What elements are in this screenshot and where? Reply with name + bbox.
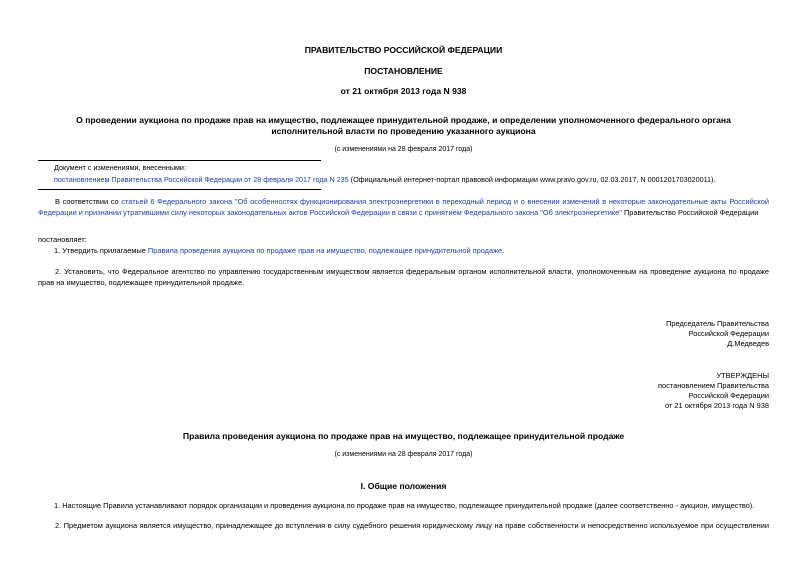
amendment-note: (с изменениями на 28 февраля 2017 года): [334, 146, 473, 153]
decrees-word: постановляет:: [38, 235, 87, 244]
item-1-prefix: 1. Утвердить прилагаемые: [54, 246, 148, 255]
rule-2: 2. Предметом аукциона является имущество, принадлежащее до вступления в силу судебного решения юридическому лицу на праве собственности и непосредственно используемое при осуществлении: [55, 521, 769, 530]
rules-link[interactable]: Правила проведения аукциона по продаже прав на имущество, подлежащее принудительной продаже: [147, 246, 503, 255]
preamble-paragraph: [38, 197, 769, 218]
signature-title-line1: Председатель Правительства: [666, 319, 769, 328]
government-heading: ПРАВИТЕЛЬСТВО РОССИЙСКОЙ ФЕДЕРАЦИИ: [304, 45, 503, 55]
signatory-name: Д.Медведев: [727, 339, 769, 348]
preamble-suffix: Правительство Российской Федерации: [621, 207, 759, 217]
changes-bottom-rule: [38, 189, 321, 190]
document-date-number: от 21 октября 2013 года N 938: [340, 86, 467, 96]
changes-line: [54, 175, 715, 184]
preamble-prefix: В соответствии со: [55, 197, 122, 206]
item-1-suffix: .: [502, 246, 505, 255]
rule-1: 1. Настоящие Правила устанавливают порядок организации и проведения аукциона по продаже прав на имущество, подлежащее принудительной продаже (далее соответственно - аукцион, имущество).: [54, 501, 755, 510]
approved-stamp-line4: от 21 октября 2013 года N 938: [665, 401, 769, 410]
rules-title: Правила проведения аукциона по продаже прав на имущество, подлежащее принудительной продаже: [182, 431, 625, 441]
document-type-heading: ПОСТАНОВЛЕНИЕ: [364, 66, 443, 76]
changes-top-rule: [38, 160, 321, 161]
approved-stamp-line2: постановлением Правительства: [658, 381, 769, 390]
changes-label: Документ с изменениями, внесенными:: [54, 163, 186, 172]
item-2: 2. Установить, что Федеральное агентство по управлению государственным имуществом является федеральным органом исполнительной власти, уполномоченным на проведение аукциона по продаже прав на имущество, подлежащее принудительной продаже.: [38, 267, 769, 287]
document-title-line2: исполнительной власти по проведению указанного аукциона: [271, 126, 536, 136]
section-1-title: I. Общие положения: [360, 481, 447, 491]
signature-title-line2: Российской Федерации: [688, 329, 769, 338]
federal-law-article-link[interactable]: статьей 6 Федерального закона "Об особенностях функционирования электроэнергетики в переходный период и о внесении изменений в некоторые законодательные акты Российской Федерации и признании утратившими силу некоторых законодательных актов Российской Федерации в связи с принятием Федерального закона "Об электроэнергетике": [38, 197, 769, 217]
rules-amendment-note: (с изменениями на 28 февраля 2017 года): [334, 451, 473, 458]
changes-source-text: (Официальный интернет-портал правовой информации www.pravo.gov.ru, 02.03.2017, N 0001201703020011).: [348, 175, 716, 184]
approved-stamp-line1: УТВЕРЖДЕНЫ: [716, 371, 769, 380]
amending-decree-link[interactable]: постановлением Правительства Российской Федерации от 28 февраля 2017 года N 235: [54, 175, 349, 184]
approved-stamp-line3: Российской Федерации: [688, 391, 769, 400]
document-title-line1: О проведении аукциона по продаже прав на имущество, подлежащее принудительной продаже, и определении уполномоченного федерального органа: [76, 115, 731, 125]
item-1: [54, 246, 504, 255]
